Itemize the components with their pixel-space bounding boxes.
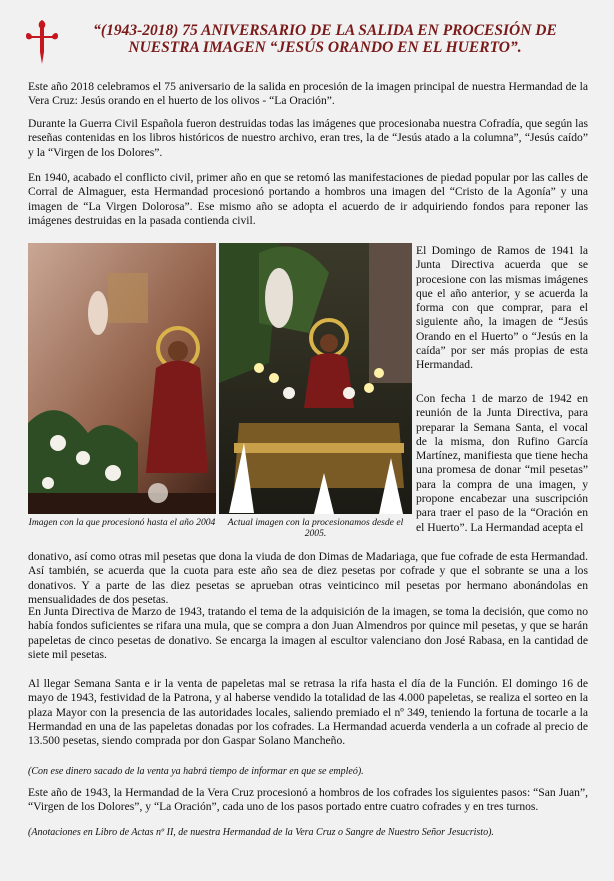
side-paragraph-1: El Domingo de Ramos de 1941 la Junta Directiva acuerda que se procesione con las mismas imágenes que el año anterior, y se acuerda la forma con que comprar, para el siguiente año, la imagen de “Jesús Orando en el Huerto” o “Jesús en la caída” por ser más propias de esta Hermandad. [416, 244, 588, 372]
body-paragraph-1: donativo, así como otras mil pesetas que dona la viuda de don Dimas de Madariaga, que fue cofrade de esta Hermandad. Así también, se acuerda que la cuota para este año sea de diez pesetas por cofrade y que el sobrante se una a los donativos. Y a parte de las diez pesetas se aprueban otras veinticinco mil pesetas por hermano abonándolas en mensualidades de dos pesetas. [28, 550, 588, 606]
body-paragraph-2: En Junta Directiva de Marzo de 1943, tratando el tema de la adquisición de la imagen, se toma la decisión, que como no había fondos suficientes se rifara una mula, que se compra a don Juan Almendros por quince mil pesetas, y que se harán papeletas de cinco pesetas de donativo. Se encarga la imagen al escultor valenciano don José Rabasa, en la cantidad de siete mil pesetas. [28, 605, 588, 661]
intro-paragraph-3: En 1940, acabado el conflicto civil, primer año en que se retomó las manifestaciones de piedad popular por las calles de Corral de Almaguer, esta Hermandad procesionó portando a hombros una imagen del “Cristo de la Agonía” y una imagen de “La Virgen Dolorosa”. Ese mismo año se adopta el acuerdo de ir adquiriendo fondos para reponer las imágenes destruidas en la pasada contienda civil. [28, 171, 588, 227]
closing-paragraph: Este año de 1943, la Hermandad de la Vera Cruz procesionó a hombros de los cofrades los siguientes pasos: “San Juan”, “Virgen de los Dolores”, y “La Oración”, cada uno de los pasos portado entre cuatro cofrades y en tres turnos. [28, 786, 588, 814]
body-paragraph-3: Al llegar Semana Santa e ir la venta de papeletas mal se retrasa la rifa hasta el día de la Función. El domingo 16 de mayo de 1943, festividad de la Patrona, y al haberse vendido la totalidad de las 4.000 papeletas, se realiza el sorteo en la plaza Mayor con la presencia de las autoridades locales, saliendo premiado el nº 349, teniendo la fortuna de tocarle a la Hermandad en una de las papeletas donadas por los cofrades. La Hermandad acuerda venderla a un cofrade al precio de 13.500 pesetas, siendo comprada por don Gaspar Solano Mancheño. [28, 677, 588, 748]
photo-old-image [28, 243, 216, 514]
page-title: “(1943-2018) 75 ANIVERSARIO DE LA SALIDA EN PROCESIÓN DE NUESTRA IMAGEN “JESÚS ORANDO EN EL HUERTO”. [93, 22, 557, 56]
intro-paragraph-2: Durante la Guerra Civil Española fueron destruidas todas las imágenes que procesionaba nuestra Cofradía, que según las reseñas contenidas en los libros históricos de nuestro archivo, eran tres, la de “Jesús atado a la columna”, “Jesús caído” y la “Virgen de los Dolores”. [28, 117, 588, 159]
footnote-sale: (Con ese dinero sacado de la venta ya habrá tiempo de informar en que se empleó). [28, 766, 364, 777]
footnote-source: (Anotaciones en Libro de Actas nº II, de nuestra Hermandad de la Vera Cruz o Sangre de Nuestro Señor Jesucristo). [28, 827, 494, 838]
side-paragraph-2: Con fecha 1 de marzo de 1942 en reunión de la Junta Directiva, para preparar la Semana Santa, el vocal de la misma, don Rufino García Martínez, manifiesta que tiene hecha una promesa de donar “mil pesetas” para la compra de una imagen, y propone encabezar una suscripción para traer el paso de la “Oración en el Huerto”. La Hermandad acepta el [416, 392, 588, 534]
intro-paragraph-1: Este año 2018 celebramos el 75 aniversario de la salida en procesión de la imagen principal de nuestra Hermandad de la Vera Cruz: Jesús orando en el huerto de los olivos - “La Oración”. [28, 80, 588, 108]
photo-current-image [219, 243, 412, 514]
photo-caption-old: Imagen con la que procesionó hasta el año 2004 [28, 517, 216, 528]
cross-of-santiago-icon [24, 18, 60, 66]
photo-caption-current: Actual imagen con la procesionamos desde el 2005. [227, 517, 404, 539]
